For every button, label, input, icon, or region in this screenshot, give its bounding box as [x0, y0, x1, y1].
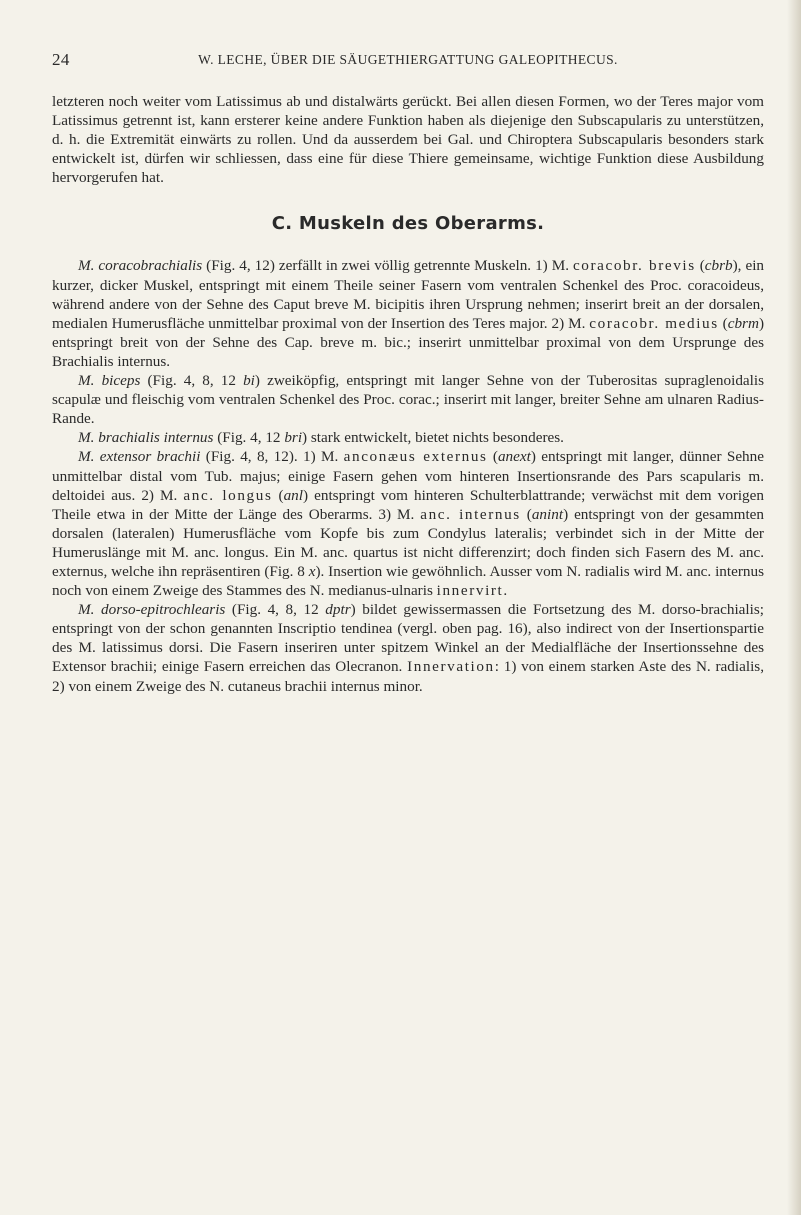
spaced-term: anc. longus — [183, 486, 273, 504]
page-number: 24 — [52, 50, 70, 69]
spaced-term: anc. internus — [420, 505, 521, 523]
figure-abbrev: bri — [284, 429, 303, 447]
spaced-term: coracobr. brevis — [572, 257, 696, 275]
spaced-term: anconæus externus — [343, 448, 488, 466]
paragraph-biceps: M. biceps (Fig. 4, 8, 12 bi) zweiköpfig, entspringt mit langer Sehne von der Tuberositas supraglenoidalis scapulæ und fleischig vom ventralen Schenkel des Proc. corac.; inserirt mit langer, breiter Sehne am ulnaren Radius-Rande. — [52, 372, 765, 428]
page-edge-shadow — [787, 0, 801, 1215]
paragraph-coracobrachialis: M. coracobrachialis (Fig. 4, 12) zerfällt in zwei völlig getrennte Muskeln. 1) M. coracobr. brevis (cbrb), ein kurzer, dicker Muskel, entspringt mit einem Theile seiner Fasern vom ventralen Schenkel des Proc. coracoideus, während andere von der Sehne des Caput breve M. bicipitis ihren Ursprung nehmen; inserirt breit an der dorsalen, medialen Humerusfläche unmittelbar proximal von der Insertion des Teres major. 2) M. coracobr. medius (cbrm) entspringt breit von der Sehne des Cap. breve m. bic.; inserirt unmittelbar proximal von dem Ursprunge des Brachialis internus. — [52, 257, 765, 370]
figure-abbrev: cbrb — [704, 257, 733, 275]
figure-abbrev: x — [308, 562, 316, 580]
paragraph-extensor-brachii: M. extensor brachii (Fig. 4, 8, 12). 1) M. anconæus externus (anext) entspringt mit langer, dünner Sehne unmittelbar distal vom Tub. majus; einige Fasern gehen vom hinteren Insertionsrande des Pars scapularis m. deltoidei aus. 2) M. anc. longus (anl) entspringt vom hinteren Schulterblattrande; verwächst mit dem vorigen Theile etwa in der Mitte der Länge des Oberarms. 3) M. anc. internus (anint) entspringt von der gesammten dorsalen (lateralen) Humerusfläche vom Kopfe bis zum Condylus lateralis; verbindet sich in der Mitte der Humeruslänge mit M. anc. longus. Ein M. anc. quartus ist nicht differenzirt; doch finden sich Fasern des M. anc. externus, welche ihn repräsentiren (Fig. 8 x). Insertion wie gewöhnlich. Ausser vom N. radialis wird M. anc. internus noch von einem Zweige des Stammes des N. medianus-ulnaris innervirt. — [52, 448, 765, 600]
muscle-name: M. dorso-epitrochlearis — [78, 601, 226, 619]
muscle-name: M. brachialis internus — [78, 429, 214, 447]
figure-abbrev: cbrm — [727, 314, 759, 332]
spaced-term: innervirt — [436, 582, 504, 600]
spaced-term: Innervation — [407, 658, 495, 676]
spaced-term: coracobr. medius — [589, 314, 719, 332]
figure-abbrev: bi — [243, 372, 255, 390]
muscle-name: M. coracobrachialis — [78, 257, 203, 275]
running-header — [52, 50, 764, 76]
paragraph-dorso-epitrochlearis: M. dorso-epitrochlearis (Fig. 4, 8, 12 dptr) bildet gewissermassen die Fortsetzung des M. dorso-brachialis; entspringt von der schon genannten Inscriptio tendinea (vergl. oben pag. 16), also indirect von der Insertionspartie des M. latissimus dorsi. Die Fasern inseriren unter spitzem Winkel an der Medialfläche der Insertionssehne des Extensor brachii; einige Fasern erreichen das Olecranon. Innervation: 1) von einem starken Aste des N. radialis, 2) von einem Zweige des N. cutaneus brachii internus minor. — [52, 601, 764, 695]
figure-abbrev: anint — [531, 505, 564, 523]
figure-abbrev: dptr — [325, 601, 351, 619]
section-heading: C. Muskeln des Oberarms. — [271, 213, 545, 235]
muscle-name: M. biceps — [78, 372, 141, 390]
figure-abbrev: anl — [283, 486, 303, 504]
book-page — [52, 50, 764, 696]
paragraph-brachialis: M. brachialis internus (Fig. 4, 12 bri) stark entwickelt, bietet nichts besonderes. — [78, 429, 564, 447]
running-title: W. LECHE, ÜBER DIE SÄUGETHIERGATTUNG GALEOPITHECUS. — [198, 52, 618, 67]
muscle-name: M. extensor brachii — [78, 448, 201, 466]
intro-paragraph: letzteren noch weiter vom Latissimus ab und distalwärts gerückt. Bei allen diesen Formen, wo der Teres major vom Latissimus getrennt ist, kann ersterer keine andere Funktion haben als diejenige den Subscapularis zu unterstützen, d. h. die Extremität einwärts zu rollen. Und da ausserdem bei Gal. und Chiroptera Subscapularis besonders stark entwickelt ist, dürfen wir schliessen, dass eine für diese Thiere gemeinsame, wichtige Funktion diese Ausbildung hervorgerufen hat. — [52, 93, 764, 187]
figure-abbrev: anext — [497, 448, 531, 466]
